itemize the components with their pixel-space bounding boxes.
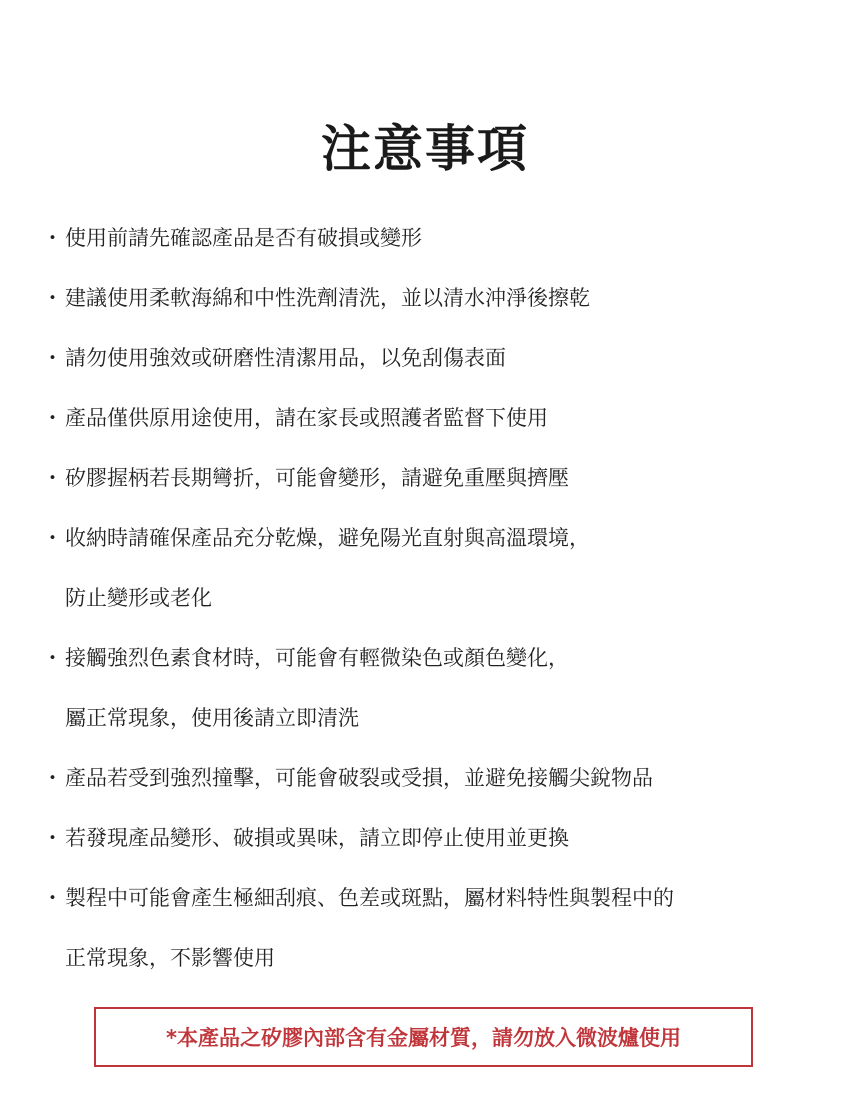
bullet-icon: ・: [42, 346, 63, 370]
note-item: [42, 808, 822, 868]
note-item: [42, 448, 822, 508]
page-title: 注意事項: [321, 119, 529, 178]
note-text: 產品若受到強烈撞擊，可能會破裂或受損，並避免接觸尖銳物品: [65, 766, 653, 790]
note-text: 建議使用柔軟海綿和中性洗劑清洗，並以清水沖淨後擦乾: [65, 286, 590, 310]
note-text: 若發現產品變形、破損或異味，請立即停止使用並更換: [65, 826, 569, 850]
bullet-icon: ・: [42, 286, 63, 310]
note-text: 接觸強烈色素食材時，可能會有輕微染色或顏色變化，: [65, 646, 569, 670]
bullet-icon: ・: [42, 886, 63, 910]
notes-list: [42, 208, 822, 988]
note-text: 收納時請確保產品充分乾燥，避免陽光直射與高溫環境，: [65, 526, 590, 550]
note-text-continued: 屬正常現象，使用後請立即清洗: [65, 706, 359, 730]
note-text: 使用前請先確認產品是否有破損或變形: [65, 226, 422, 250]
note-item: [42, 748, 822, 808]
bullet-icon: ・: [42, 226, 63, 250]
note-item: [42, 268, 822, 328]
bullet-icon: ・: [42, 406, 63, 430]
bullet-icon: ・: [42, 646, 63, 670]
note-item: [42, 208, 822, 268]
note-text: 製程中可能會產生極細刮痕、色差或斑點，屬材料特性與製程中的: [65, 886, 674, 910]
bullet-icon: ・: [42, 466, 63, 490]
bullet-icon: ・: [42, 766, 63, 790]
note-item: [42, 628, 822, 748]
note-item: [42, 868, 822, 988]
note-item: [42, 508, 822, 628]
note-text: 請勿使用強效或研磨性清潔用品，以免刮傷表面: [65, 346, 506, 370]
note-item: [42, 328, 822, 388]
note-text-continued: 正常現象，不影響使用: [65, 946, 275, 970]
note-item: [42, 388, 822, 448]
note-text: 矽膠握柄若長期彎折，可能會變形，請避免重壓與擠壓: [65, 466, 569, 490]
note-text: 產品僅供原用途使用，請在家長或照護者監督下使用: [65, 406, 548, 430]
microwave-warning-text: *本產品之矽膠內部含有金屬材質，請勿放入微波爐使用: [166, 1026, 681, 1050]
bullet-icon: ・: [42, 526, 63, 550]
bullet-icon: ・: [42, 826, 63, 850]
note-text-continued: 防止變形或老化: [65, 586, 212, 610]
microwave-warning-box: [94, 1007, 753, 1067]
